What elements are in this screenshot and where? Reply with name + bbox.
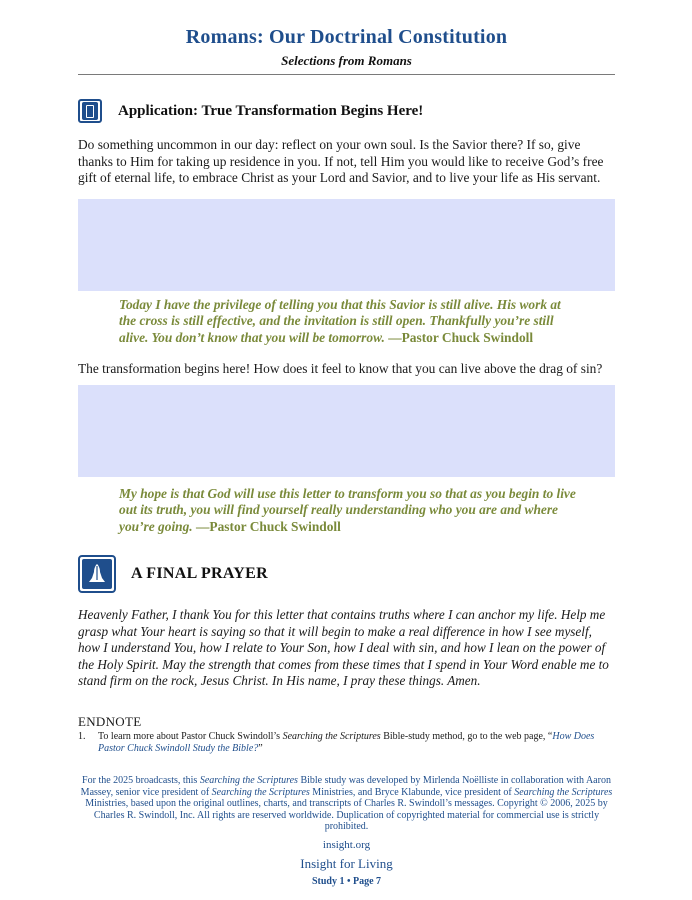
prayer-heading — [78, 555, 615, 593]
praying-hands-icon — [78, 555, 116, 593]
application-title: Application: True Transformation Begins Here! — [118, 102, 424, 119]
page-number: Study 1 • Page 7 — [311, 875, 382, 887]
question-2: The transformation begins here! How does it feel to know that you can live above the drag of sin? — [78, 361, 603, 376]
document-page — [78, 0, 615, 887]
quote-2 — [119, 486, 579, 536]
quote-2-text: My hope is that God will use this letter to transform you so that as you begin to live out its truth, you will find yourself really understanding who you are and where you’re going. — [119, 485, 576, 534]
page-title: Romans: Our Doctrinal Constitution — [185, 26, 508, 48]
bible-book-icon — [78, 99, 102, 123]
answer-field-1[interactable] — [78, 199, 615, 291]
header-divider — [78, 74, 615, 75]
endnote-item — [78, 731, 615, 755]
application-heading — [78, 99, 615, 123]
prayer-text: Heavenly Father, I thank You for this letter that contains truths where I can anchor my life. Help me grasp what Your heart is saying so that it will begin to make a real difference in how I see myself, how I understand You, how I relate to Your Son, how I deal with sin, and how I lean on the power of the Holy Spirit. May the strength that comes from these times that I spend in Your Word enable me to stand firm on the rock, Jesus Christ. In His name, I pray these things. Amen. — [78, 607, 609, 689]
quote-1 — [119, 297, 579, 347]
quote-2-attribution: —Pastor Chuck Swindoll — [196, 518, 341, 534]
endnote-number: 1. — [78, 730, 86, 742]
endnote-link[interactable]: How Does Pastor Chuck Swindoll Study the Bible? — [98, 730, 595, 754]
quote-1-attribution: —Pastor Chuck Swindoll — [388, 329, 534, 345]
endnote-text: To learn more about Pastor Chuck Swindoll’s Searching the Scriptures Bible-study method, go to the web page, “How Does Pastor Chuck Swindoll Study the Bible?” — [98, 730, 595, 754]
copyright-credits: For the 2025 broadcasts, this Searching the Scriptures Bible study was developed by Mirlenda Noëlliste in collaboration with Aaron Massey, senior vice president of Searching the Scriptures Ministries, and Bryce Klabunde, vice president of Searching the Scriptures Ministries, based upon the original outlines, charts, and transcripts of Charles R. Swindoll’s messages. Copyright © 2006, 2025 by Charles R. Swindoll, Inc. All rights are reserved worldwide. Duplication of copyrighted material for commercial use is strictly prohibited. — [80, 774, 613, 833]
endnote-heading: ENDNOTE — [78, 713, 142, 729]
quote-1-text: Today I have the privilege of telling you that this Savior is still alive. His work at the cross is still effective, and the invitation is still open. Thankfully you’re still alive. You don’t know that you will be tomorrow. — [119, 296, 561, 345]
website-link[interactable]: insight.org — [322, 838, 371, 851]
brand-name: Insight for Living — [300, 855, 393, 871]
application-paragraph: Do something uncommon in our day: reflect on your own soul. Is the Savior there? If so, give thanks to Him for taking up residence in you. If not, tell Him you would like to receive God’s free gift of eternal life, to embrace Christ as your Lord and Savior, and to live your life as His servant. — [78, 137, 604, 185]
page-subtitle: Selections from Romans — [281, 53, 412, 68]
answer-field-2[interactable] — [78, 385, 615, 477]
prayer-title: A FINAL PRAYER — [131, 565, 268, 582]
